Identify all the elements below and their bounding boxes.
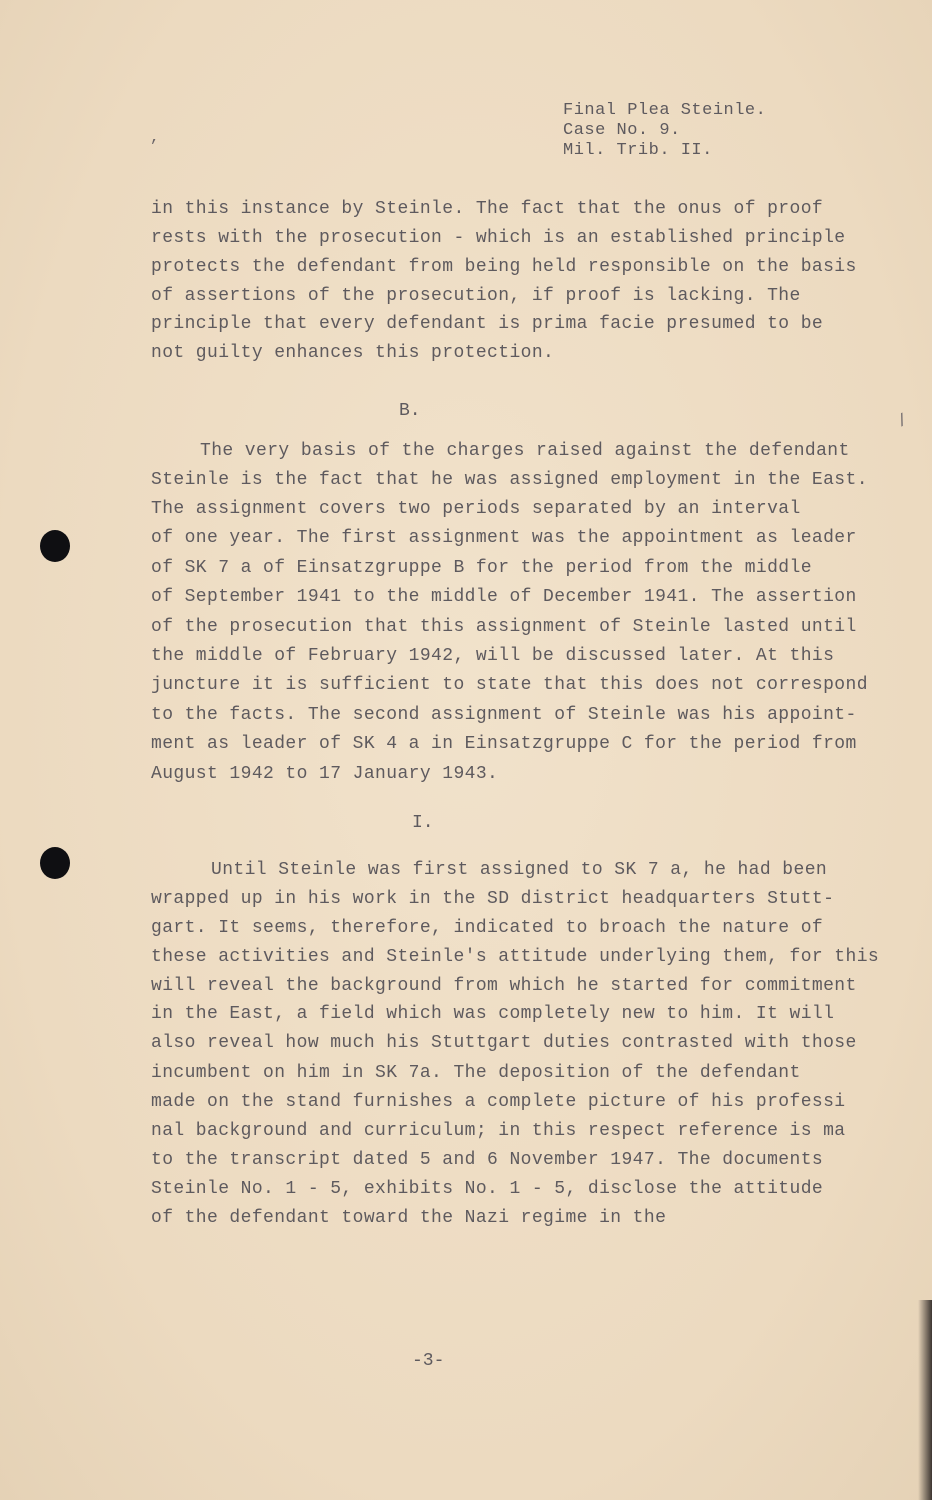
paragraph-line: to the facts. The second assignment of Steinle was his appoint-: [151, 705, 857, 725]
paragraph-line: principle that every defendant is prima facie presumed to be: [151, 314, 824, 334]
paragraph-line: The very basis of the charges raised against the defendant: [200, 441, 850, 461]
paragraph-line: to the transcript dated 5 and 6 November 1947. The documents: [151, 1150, 824, 1170]
paragraph-line: of the defendant toward the Nazi regime in the: [151, 1208, 667, 1228]
paragraph-line: August 1942 to 17 January 1943.: [151, 764, 499, 784]
punch-hole: [40, 530, 70, 562]
header-tribunal: Mil. Trib. II.: [563, 141, 713, 160]
paragraph-line: in the East, a field which was completely new to him. It will: [151, 1004, 835, 1024]
paragraph-line: of assertions of the prosecution, if proof is lacking. The: [151, 286, 801, 306]
paragraph-line: made on the stand furnishes a complete picture of his professi: [151, 1092, 846, 1112]
stray-mark: /: [894, 410, 912, 432]
section-heading-i: I.: [412, 813, 434, 833]
page-edge-shadow: [918, 1300, 932, 1500]
paragraph-line: wrapped up in his work in the SD district headquarters Stutt-: [151, 889, 835, 909]
header-title: Final Plea Steinle.: [563, 101, 767, 120]
paragraph-line: of SK 7 a of Einsatzgruppe B for the period from the middle: [151, 558, 812, 578]
paragraph-line: juncture it is sufficient to state that this does not correspond: [151, 675, 868, 695]
document-header: [563, 101, 766, 161]
paragraph-line: protects the defendant from being held responsible on the basis: [151, 257, 857, 277]
paragraph-line: ment as leader of SK 4 a in Einsatzgruppe C for the period from: [151, 734, 857, 754]
paragraph-line: not guilty enhances this protection.: [151, 343, 555, 363]
paragraph-line: nal background and curriculum; in this respect reference is ma: [151, 1121, 846, 1141]
paragraph-line: of one year. The first assignment was the appointment as leader: [151, 528, 857, 548]
paragraph-line: will reveal the background from which he started for commitment: [151, 976, 857, 996]
header-case-number: Case No. 9.: [563, 121, 681, 140]
paragraph-line: rests with the prosecution - which is an established principle: [151, 228, 846, 248]
stray-mark: ,: [150, 128, 160, 146]
paragraph-line: also reveal how much his Stuttgart duties contrasted with those: [151, 1033, 857, 1053]
page-number: -3-: [412, 1351, 445, 1371]
punch-hole: [40, 847, 70, 879]
paragraph-line: in this instance by Steinle. The fact that the onus of proof: [151, 199, 824, 219]
paragraph-line: the middle of February 1942, will be discussed later. At this: [151, 646, 835, 666]
paragraph-line: gart. It seems, therefore, indicated to broach the nature of: [151, 918, 824, 938]
paragraph-line: these activities and Steinle's attitude underlying them, for this: [151, 947, 880, 967]
paragraph-line: of the prosecution that this assignment of Steinle lasted until: [151, 617, 857, 637]
paragraph-line: Until Steinle was first assigned to SK 7 a, he had been: [211, 860, 828, 880]
paragraph-line: Steinle No. 1 - 5, exhibits No. 1 - 5, disclose the attitude: [151, 1179, 824, 1199]
paragraph-line: of September 1941 to the middle of December 1941. The assertion: [151, 587, 857, 607]
paragraph-line: Steinle is the fact that he was assigned employment in the East.: [151, 470, 868, 490]
paragraph-line: incumbent on him in SK 7a. The deposition of the defendant: [151, 1063, 801, 1083]
paragraph-line: The assignment covers two periods separated by an interval: [151, 499, 801, 519]
section-heading-b: B.: [399, 401, 421, 421]
